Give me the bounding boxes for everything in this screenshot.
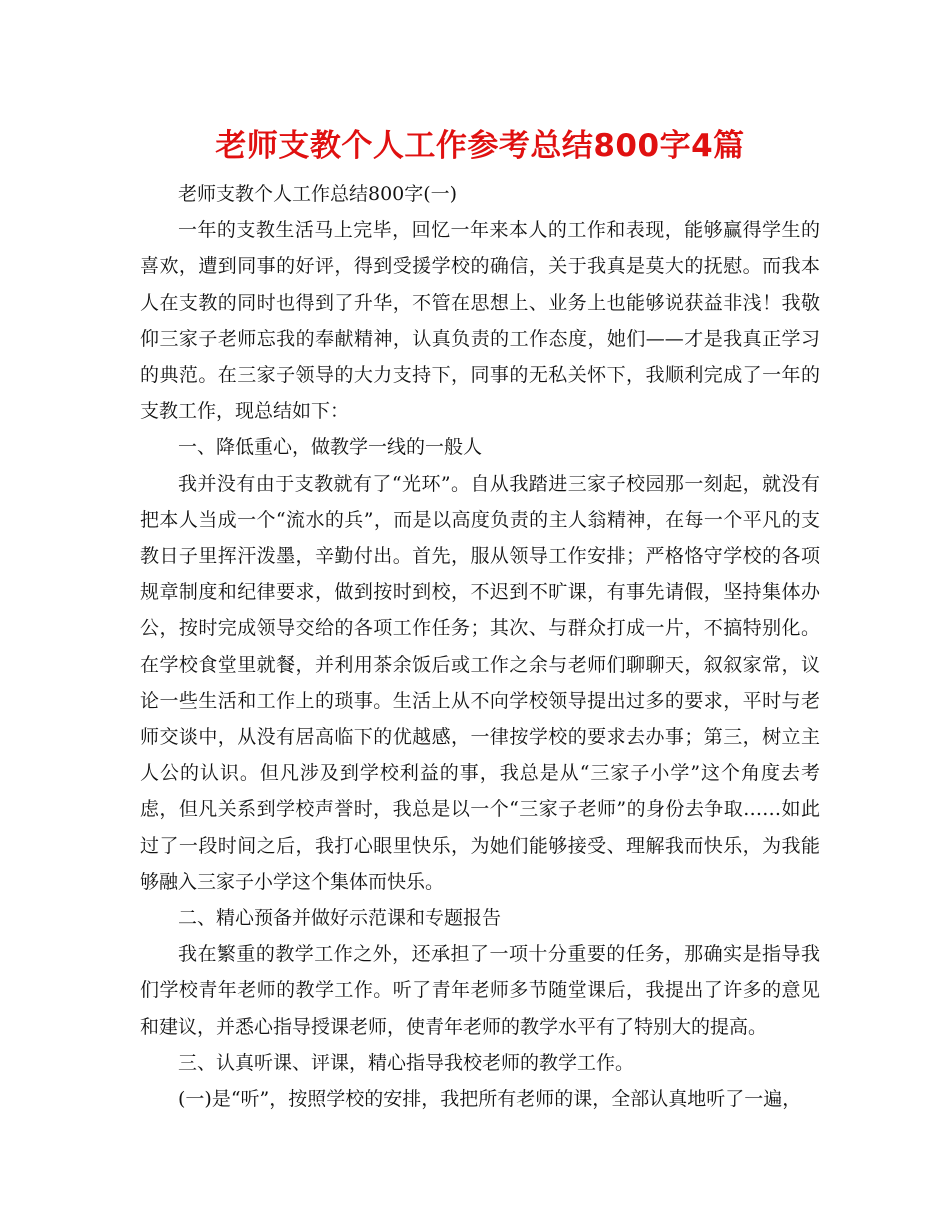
body-paragraph-section-2: 我在繁重的教学工作之外，还承担了一项十分重要的任务，那确实是指导我们学校青年老师的教学工作。听了青年老师多节随堂课后，我提出了许多的意见和建议，并悉心指导授课老师，使青年老师的教学水平有了特别大的提高。 bbox=[140, 943, 820, 1038]
body-paragraph-section-1: 我并没有由于支教就有了“光环”。自从我踏进三家子校园那一刻起，就没有把本人当成一个“流水的兵”，而是以高度负责的主人翁精神，在每一个平凡的支教日子里挥汗泼墨，辛勤付出。首先，服从领导工作安排；严格恪守学校的各项规章制度和纪律要求，做到按时到校，不迟到不旷课，有事先请假，坚持集体办公，按时完成领导交给的各项工作任务；其次、与群众打成一片，不搞特别化。在学校食堂里就餐，并利用茶余饭后或工作之余与老师们聊聊天，叙叙家常，议论一些生活和工作上的琐事。生活上从不向学校领导提出过多的要求，平时与老师交谈中，从没有居高临下的优越感，一律按学校的要求去办事；第三，树立主人公的认识。但凡涉及到学校利益的事，我总是从“三家子小学”这个角度去考虑，但凡关系到学校声誉时，我总是以一个“三家子老师”的身份去争取……如此过了一段时间之后，我打心眼里快乐，为她们能够接受、理解我而快乐，为我能够融入三家子小学这个集体而快乐。 bbox=[140, 472, 820, 893]
section-heading-2: 二、精心预备并做好示范课和专题报告 bbox=[178, 907, 502, 930]
body-paragraph-intro: 一年的支教生活马上完毕，回忆一年来本人的工作和表现，能够赢得学生的喜欢，遭到同事的好评，得到受援学校的确信，关于我真是莫大的抚慰。而我本人在支教的同时也得到了升华，不管在思想上、业务上也能够说获益非浅！我敬仰三家子老师忘我的奉献精神，认真负责的工作态度，她们——才是我真正学习的典范。在三家子领导的大力支持下，同事的无私关怀下，我顺利完成了一年的支教工作，现总结如下： bbox=[140, 219, 820, 423]
body-paragraph-section-3: (一)是“听”，按照学校的安排，我把所有老师的课，全部认真地听了一遍， bbox=[178, 1088, 802, 1111]
section-heading-part-one: 老师支教个人工作总结800字(一) bbox=[178, 183, 458, 205]
section-heading-3: 三、认真听课、评课，精心指导我校老师的教学工作。 bbox=[178, 1051, 635, 1074]
document-title: 老师支教个人工作参考总结800字4篇 bbox=[215, 128, 745, 164]
document-page bbox=[140, 120, 820, 1117]
section-heading-1: 一、降低重心，做教学一线的一般人 bbox=[178, 436, 483, 459]
